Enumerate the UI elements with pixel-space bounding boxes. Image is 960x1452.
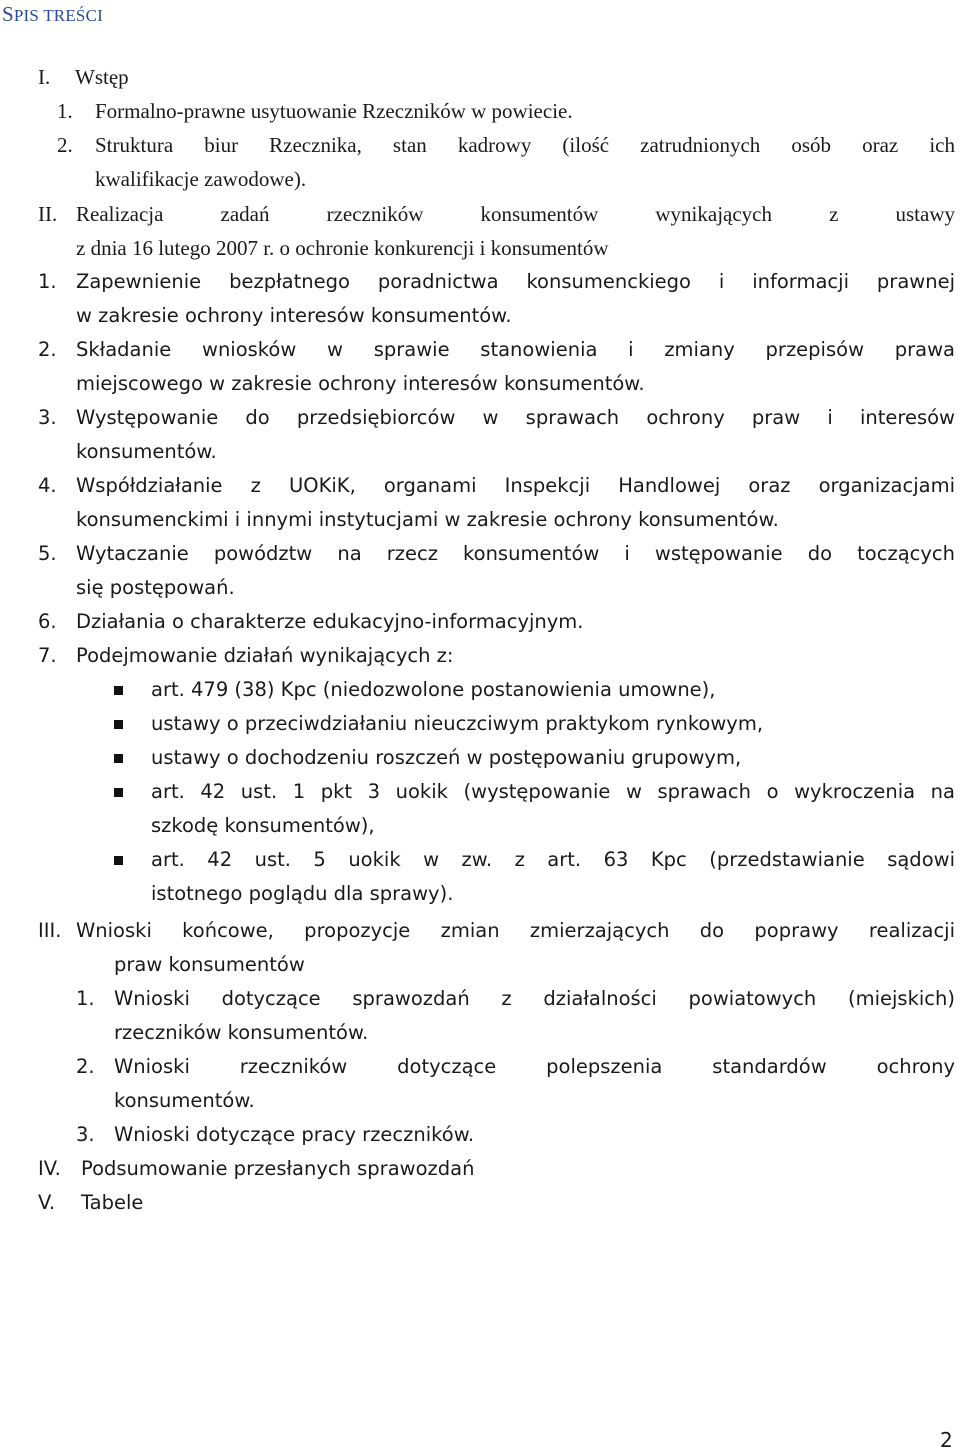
toc-item-3-3-number: 3. [76,1123,95,1146]
bullet-item-4-line2: szkodę konsumentów), [151,814,375,837]
toc-section-4-label: Podsumowanie przesłanych sprawozdań [81,1157,475,1180]
toc-item-2-6-line1: Działania o charakterze edukacyjno-informacyjnym. [76,610,584,633]
bullet-item-5-line1: art. 42 ust. 5 uokik w zw. z art. 63 Kpc (przedstawianie sądowi [151,848,955,871]
bullet-item-1: art. 479 (38) Kpc (niedozwolone postanowienia umowne), [151,678,716,701]
square-bullet-icon [114,686,123,695]
toc-item-2-4-line2: konsumenckimi i innymi instytucjami w zakresie ochrony konsumentów. [76,508,779,531]
toc-item-2-1-number: 1. [38,270,57,293]
toc-section-5-number: V. [38,1191,56,1214]
toc-section-3-number: III. [38,919,62,942]
toc-item-2-1-line1: Zapewnienie bezpłatnego poradnictwa konsumenckiego i informacji prawnej [76,270,955,293]
toc-item-3-2-line2: konsumentów. [114,1089,255,1112]
toc-item-2-3-line2: konsumentów. [76,440,217,463]
toc-item-3-1-line2: rzeczników konsumentów. [114,1021,369,1044]
square-bullet-icon [114,788,123,797]
bullet-item-2: ustawy o przeciwdziałaniu nieuczciwym praktykom rynkowym, [151,712,764,735]
toc-item-3-3-line1: Wnioski dotyczące pracy rzeczników. [114,1123,475,1146]
toc-item-2-1-line2: w zakresie ochrony interesów konsumentów. [76,304,512,327]
section-label: Wstęp [75,65,129,89]
toc-item-2-2-line2: miejscowego w zakresie ochrony interesów konsumentów. [76,372,645,395]
toc-title-initial: S [2,2,14,26]
toc-item-2-6-number: 6. [38,610,57,633]
bullet-item-5-line2: istotnego poglądu dla sprawy). [151,882,454,905]
section-number: I. [38,65,51,89]
toc-item-3-1-line1: Wnioski dotyczące sprawozdań z działalności powiatowych (miejskich) [114,987,955,1010]
item-number: 2. [57,133,73,157]
toc-title-rest: PIS TREŚCI [13,6,103,25]
toc-section-3-line1: Wnioski końcowe, propozycje zmian zmierzających do poprawy realizacji [76,919,955,942]
toc-title [2,2,103,27]
toc-item-2-7-number: 7. [38,644,57,667]
toc-item-2-5-line1: Wytaczanie powództw na rzecz konsumentów i wstępowanie do toczących [76,542,955,565]
item-number: 1. [57,99,73,123]
toc-section-3-line2: praw konsumentów [114,953,305,976]
toc-section-4-number: IV. [38,1157,61,1180]
toc-item-2-2-line1: Składanie wniosków w sprawie stanowienia i zmiany przepisów prawa [76,338,955,361]
page-number: 2 [940,1428,953,1452]
square-bullet-icon [114,720,123,729]
toc-item-1-2-line1: Struktura biur Rzecznika, stan kadrowy (ilość zatrudnionych osób oraz ich [95,133,955,157]
toc-item-2-4-number: 4. [38,474,57,497]
toc-item-2-4-line1: Współdziałanie z UOKiK, organami Inspekcji Handlowej oraz organizacjami [76,474,955,497]
toc-item-3-2-number: 2. [76,1055,95,1078]
toc-section-2-number: II. [38,202,58,226]
item-label: Formalno-prawne usytuowanie Rzeczników w powiecie. [95,99,573,123]
bullet-item-3: ustawy o dochodzeniu roszczeń w postępowaniu grupowym, [151,746,742,769]
square-bullet-icon [114,754,123,763]
toc-item-2-2-number: 2. [38,338,57,361]
toc-item-2-5-line2: się postępowań. [76,576,235,599]
toc-item-2-3-line1: Występowanie do przedsiębiorców w sprawach ochrony praw i interesów [76,406,955,429]
toc-section-2-line1: Realizacja zadań rzeczników konsumentów wynikających z ustawy [76,202,955,226]
toc-section-5-label: Tabele [81,1191,144,1214]
toc-item-3-2-line1: Wnioski rzeczników dotyczące polepszenia standardów ochrony [114,1055,955,1078]
square-bullet-icon [114,856,123,865]
toc-section-2-line2: z dnia 16 lutego 2007 r. o ochronie konkurencji i konsumentów [76,236,609,260]
toc-item-2-3-number: 3. [38,406,57,429]
toc-item-2-5-number: 5. [38,542,57,565]
bullet-item-4-line1: art. 42 ust. 1 pkt 3 uokik (występowanie w sprawach o wykroczenia na [151,780,955,803]
toc-item-3-1-number: 1. [76,987,95,1010]
toc-item-1-2-line2: kwalifikacje zawodowe). [95,167,307,191]
toc-item-2-7-line1: Podejmowanie działań wynikających z: [76,644,454,667]
